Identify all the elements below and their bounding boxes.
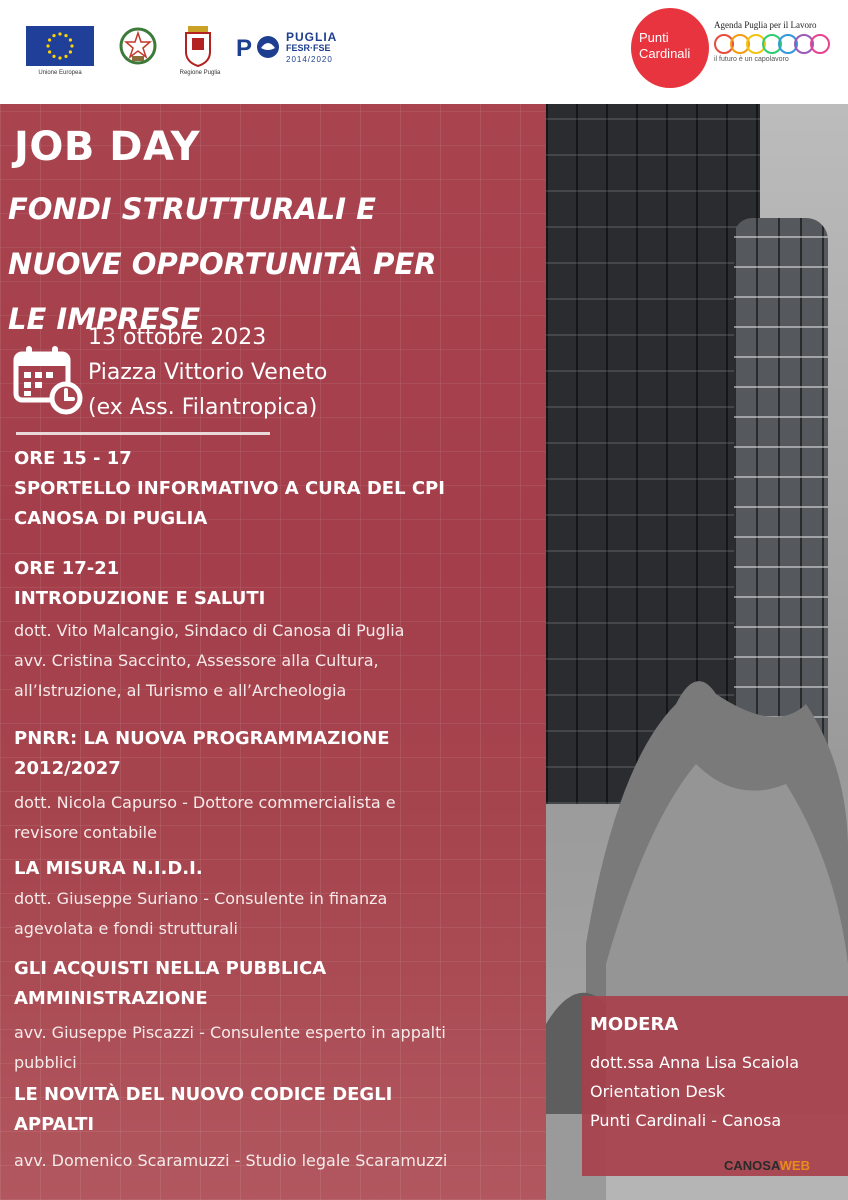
agenda-rings-icon bbox=[714, 34, 834, 56]
moderator-line: dott.ssa Anna Lisa Scaiola bbox=[590, 1053, 800, 1072]
program-heading: PNRR: LA NUOVA PROGRAMMAZIONE bbox=[14, 728, 390, 749]
program-block bbox=[14, 724, 396, 848]
regione-puglia-logo bbox=[178, 24, 221, 76]
program-heading: ORE 15 - 17 bbox=[14, 448, 132, 469]
program-detail: dott. Giuseppe Suriano - Consulente in finanza bbox=[14, 889, 388, 908]
program-heading: CANOSA DI PUGLIA bbox=[14, 508, 208, 529]
subtitle-line: LE IMPRESE bbox=[8, 302, 201, 336]
watermark-part2: WEB bbox=[779, 1158, 810, 1173]
moderator-heading: MODERA bbox=[590, 1014, 679, 1035]
calendar-clock-icon bbox=[12, 344, 84, 416]
agenda-subtitle: il futuro è un capolavoro bbox=[714, 56, 789, 63]
agenda-puglia-lavoro-logo bbox=[714, 20, 834, 80]
event-date: 13 ottobre 2023 bbox=[88, 325, 267, 350]
region-caption: Regione Puglia bbox=[179, 70, 221, 76]
agenda-title: Agenda Puglia per il Lavoro bbox=[714, 20, 817, 30]
eu-flag-logo bbox=[26, 26, 94, 76]
program-block bbox=[14, 554, 404, 706]
program-detail: avv. Cristina Saccinto, Assessore alla Cultura, bbox=[14, 651, 379, 670]
pc-line2: Cardinali bbox=[639, 46, 691, 61]
pc-line1: Punti bbox=[639, 30, 669, 45]
program-heading: AMMINISTRAZIONE bbox=[14, 988, 208, 1009]
event-info bbox=[88, 320, 327, 425]
program-heading: LE NOVITÀ DEL NUOVO CODICE DEGLI bbox=[14, 1084, 393, 1105]
poster-body bbox=[0, 104, 848, 1200]
fesr-line2: FESR·FSE bbox=[286, 43, 331, 53]
fesr-line1: PUGLIA bbox=[286, 30, 338, 44]
event-place-note: (ex Ass. Filantropica) bbox=[88, 395, 318, 420]
canosaweb-watermark bbox=[724, 1158, 810, 1173]
program-block bbox=[14, 954, 446, 1078]
program-block bbox=[14, 854, 387, 944]
subtitle-line: FONDI STRUTTURALI E bbox=[8, 192, 376, 226]
moderator-line: Orientation Desk bbox=[590, 1082, 726, 1101]
program-heading: APPALTI bbox=[14, 1114, 95, 1135]
program-detail: revisore contabile bbox=[14, 823, 157, 842]
program-detail: dott. Nicola Capurso - Dottore commercialista e bbox=[14, 793, 396, 812]
header-logos bbox=[0, 0, 848, 104]
program-heading: SPORTELLO INFORMATIVO A CURA DEL CPI bbox=[14, 478, 445, 499]
program-detail: avv. Giuseppe Piscazzi - Consulente esperto in appalti bbox=[14, 1023, 446, 1042]
program-heading: INTRODUZIONE E SALUTI bbox=[14, 588, 266, 609]
italy-emblem-logo bbox=[118, 26, 158, 66]
moderator-box bbox=[582, 996, 848, 1176]
divider bbox=[16, 432, 270, 435]
subtitle-line: NUOVE OPPORTUNITÀ PER bbox=[8, 247, 437, 281]
program-detail: pubblici bbox=[14, 1053, 77, 1072]
svg-text:P: P bbox=[236, 35, 253, 62]
program-detail: all’Istruzione, al Turismo e all’Archeologia bbox=[14, 681, 347, 700]
puglia-fesr-logo bbox=[236, 30, 356, 70]
moderator-line: Punti Cardinali - Canosa bbox=[590, 1111, 782, 1130]
event-title: JOB DAY bbox=[14, 124, 201, 170]
program-detail: dott. Vito Malcangio, Sindaco di Canosa di Puglia bbox=[14, 621, 405, 640]
punti-cardinali-logo bbox=[631, 8, 709, 88]
program-detail: avv. Domenico Scaramuzzi - Studio legale Scaramuzzi bbox=[14, 1151, 448, 1170]
event-place: Piazza Vittorio Veneto bbox=[88, 360, 328, 385]
eu-caption: Unione Europea bbox=[38, 70, 82, 76]
program-block bbox=[14, 444, 445, 534]
fesr-line3: 2014/2020 bbox=[286, 55, 333, 64]
program-heading: LA MISURA N.I.D.I. bbox=[14, 858, 203, 879]
program-heading: 2012/2027 bbox=[14, 758, 121, 779]
program-block bbox=[14, 1080, 447, 1176]
program-detail: agevolata e fondi strutturali bbox=[14, 919, 238, 938]
program-heading: GLI ACQUISTI NELLA PUBBLICA bbox=[14, 958, 327, 979]
program-heading: ORE 17-21 bbox=[14, 558, 120, 579]
watermark-part1: CANOSA bbox=[724, 1158, 780, 1173]
